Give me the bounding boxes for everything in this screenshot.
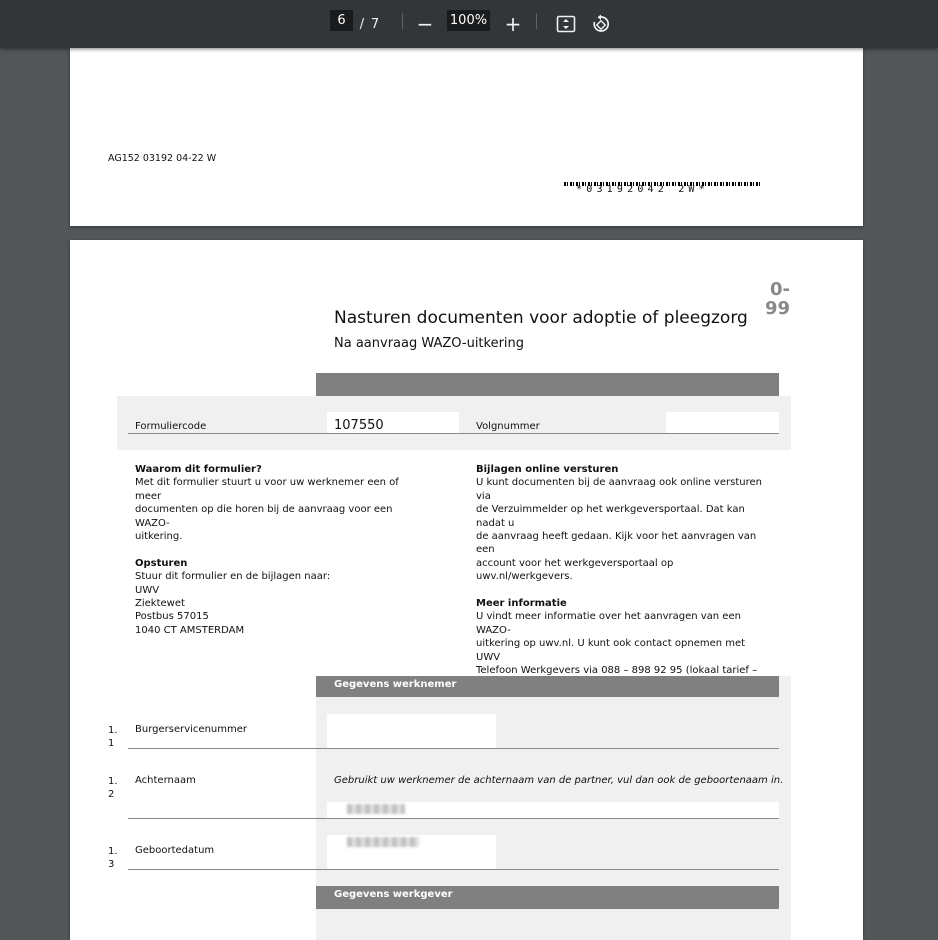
form-code-value: 107550 [334, 418, 384, 433]
info-line: Telefoon Werkgevers via 088 – 898 92 95 (lokaal tarief – [476, 665, 758, 677]
send-heading: Opsturen [135, 557, 188, 569]
employer-section-heading: Gegevens werkgever [334, 889, 453, 900]
pdf-toolbar [0, 0, 938, 48]
form-number-line: 99 [764, 298, 790, 319]
online-line: de Verzuimmelder op het werkgeversportaal. Dat kan nadat u [476, 504, 745, 529]
field-number-part: 3 [108, 859, 115, 870]
why-line: uitkering. [135, 531, 183, 543]
why-line: documenten op die horen bij de aanvraag voor een WAZO- [135, 504, 393, 529]
surname-rule [128, 818, 779, 819]
birthdate-label: Geboortedatum [135, 845, 215, 856]
send-line: Stuur dit formulier en de bijlagen naar: [135, 571, 331, 583]
field-number [108, 724, 128, 750]
why-heading: Waarom dit formulier? [135, 464, 262, 475]
bsn-input[interactable] [327, 714, 496, 748]
page-number-input[interactable]: 6 [330, 10, 353, 31]
form-code-rule [128, 433, 779, 434]
total-pages: 7 [370, 16, 380, 32]
info-line: U vindt meer informatie over het aanvragen van een WAZO- [476, 611, 741, 636]
redacted-surname [347, 804, 405, 814]
online-line: U kunt documenten bij de aanvraag ook online versturen via [476, 477, 762, 502]
form-code-label: Formuliercode [135, 421, 207, 432]
volgnummer-label: Volgnummer [476, 421, 540, 432]
online-line: de aanvraag heeft gedaan. Kijk voor het aanvragen van een [476, 531, 757, 556]
header-bar [316, 373, 779, 396]
send-line: Ziektewet [135, 598, 185, 610]
send-line: 1040 CT AMSTERDAM [135, 624, 245, 636]
info-heading: Meer informatie [476, 598, 567, 610]
zoom-in-button[interactable]: + [504, 12, 522, 36]
page-title: Nasturen documenten voor adoptie of pleegzorg [334, 308, 748, 328]
field-number-part: 1. [108, 725, 118, 736]
employee-section-heading: Gegevens werknemer [334, 679, 457, 690]
surname-label: Achternaam [135, 775, 196, 786]
info-line: uitkering op uwv.nl. U kunt ook contact opnemen met UWV [476, 638, 746, 663]
surname-hint: Gebruikt uw werknemer de achternaam van de partner, vul dan ook de geboortenaam in. [334, 775, 784, 786]
info-left-column [135, 463, 425, 637]
page-separator: / [359, 16, 365, 32]
send-line: Postbus 57015 [135, 611, 209, 623]
pdf-page-previous [70, 48, 863, 226]
field-number-part: 1. [108, 776, 118, 787]
barcode-text: *03192042 2W* [576, 184, 709, 195]
toolbar-divider [402, 13, 403, 29]
form-code-line: AG152 03192 04-22 W [108, 153, 217, 164]
online-line: account voor het werkgeversportaal op uwv.nl/werkgevers. [476, 557, 674, 583]
online-heading: Bijlagen online versturen [476, 464, 619, 475]
field-number [108, 845, 128, 871]
why-line: Met dit formulier stuurt u voor uw werknemer een of meer [135, 477, 399, 502]
volgnummer-field[interactable] [666, 412, 779, 433]
field-number [108, 775, 128, 801]
field-number-part: 2 [108, 789, 115, 800]
send-line: UWV [135, 584, 160, 596]
form-number-line: 0- [770, 279, 790, 300]
zoom-out-button[interactable]: − [416, 12, 434, 36]
redacted-birthdate [347, 837, 419, 847]
birthdate-rule [128, 869, 779, 870]
field-number-part: 1 [108, 738, 115, 749]
rotate-icon[interactable] [590, 0, 612, 48]
bsn-label: Burgerservicenummer [135, 724, 247, 735]
bsn-rule [128, 748, 779, 749]
page-subtitle: Na aanvraag WAZO-uitkering [334, 336, 525, 351]
zoom-level-input[interactable]: 100% [447, 10, 490, 31]
fit-page-icon[interactable] [555, 0, 577, 48]
toolbar-divider [536, 13, 537, 29]
field-number-part: 1. [108, 846, 118, 857]
pdf-page-current [70, 240, 863, 940]
